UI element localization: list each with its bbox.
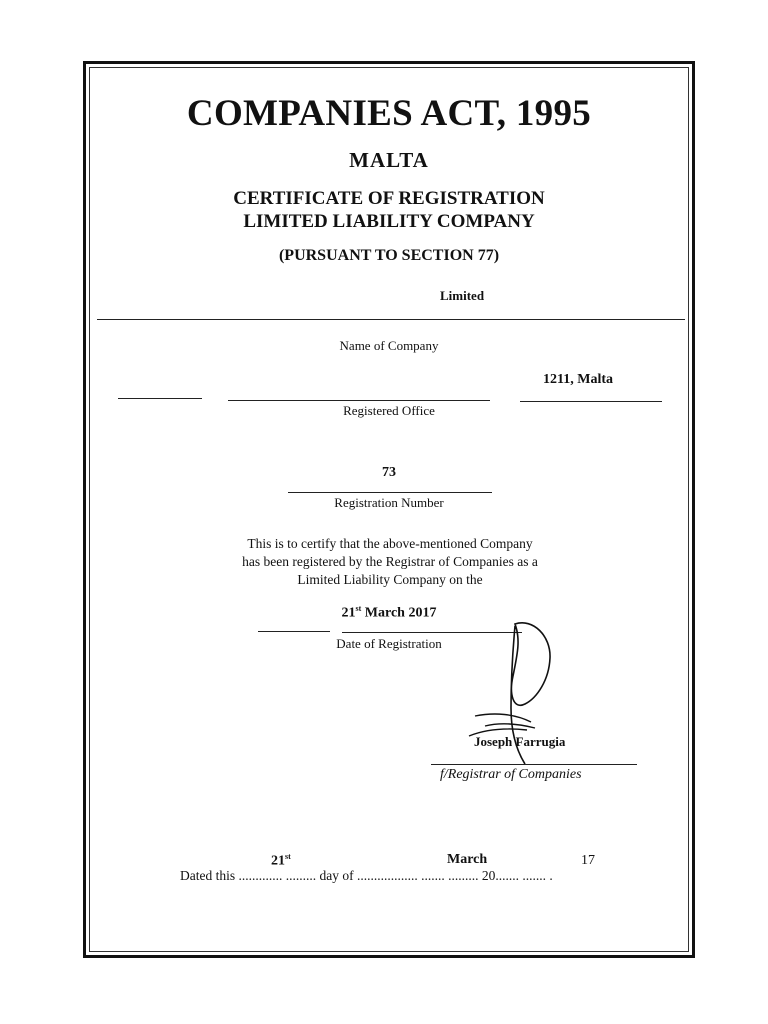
company-name-suffix: Limited — [440, 288, 485, 303]
pursuant-section: (PURSUANT TO SECTION 77) — [278, 247, 500, 264]
registered-office-rule-center — [228, 400, 490, 401]
dated-year: 17 — [581, 853, 595, 868]
registered-office-label: Registered Office — [343, 403, 435, 418]
registration-date-day: 21 — [341, 605, 356, 621]
signatory-name: Joseph Farrugia — [474, 734, 566, 749]
registration-date-label: Date of Registration — [336, 636, 442, 651]
dated-day: 21 — [271, 853, 285, 869]
certificate-title-line2: LIMITED LIABILITY COMPANY — [243, 211, 535, 232]
certificate-title-line1: CERTIFICATE OF REGISTRATION — [233, 188, 545, 209]
certification-line3: Limited Liability Company on the — [297, 572, 483, 587]
company-name-label: Name of Company — [339, 338, 439, 353]
registration-number-rule — [288, 492, 492, 493]
registration-date-rest: March 2017 — [361, 605, 437, 621]
certification-line1: This is to certify that the above-mentioned Company — [247, 536, 533, 551]
dated-line: Dated this ............. ......... day of .................. ....... ......... 20....... ....... . — [180, 868, 553, 883]
registration-date-rule-left — [258, 631, 330, 632]
dated-day-suffix: st — [285, 852, 291, 861]
dated-day-value — [271, 852, 291, 870]
registration-number-label: Registration Number — [334, 495, 444, 510]
registered-office-value: 1211, Malta — [543, 372, 613, 387]
dated-month: March — [447, 852, 488, 867]
certification-statement — [190, 535, 590, 589]
registration-number-value: 73 — [382, 465, 396, 480]
company-name-rule — [97, 319, 685, 320]
act-title: COMPANIES ACT, 1995 — [186, 93, 592, 134]
certification-line2: has been registered by the Registrar of Companies as a — [242, 554, 538, 569]
registration-date-value — [90, 604, 688, 622]
country-heading: MALTA — [349, 148, 429, 172]
registration-date-day-suffix: st — [355, 604, 362, 613]
registered-office-rule-right — [520, 401, 662, 402]
registered-office-rule-left — [118, 398, 202, 399]
signature-rule — [431, 764, 637, 765]
registrar-title: f/Registrar of Companies — [440, 767, 582, 782]
